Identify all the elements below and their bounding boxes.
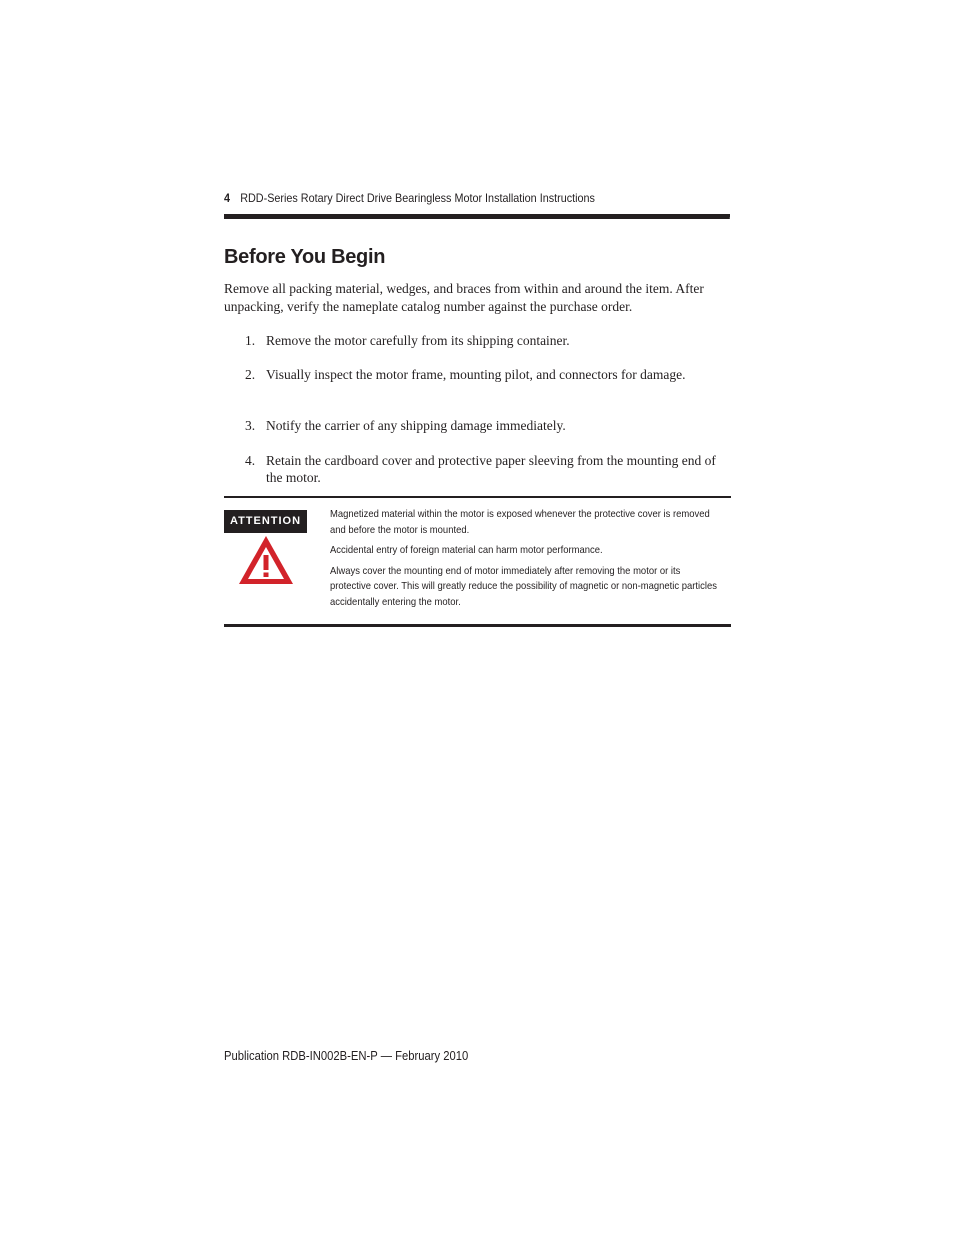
- attention-paragraph: Accidental entry of foreign material can harm motor performance.: [330, 544, 603, 556]
- step-text: Remove the motor carefully from its shipping container.: [266, 333, 570, 348]
- step-text: Notify the carrier of any shipping damage immediately.: [266, 418, 566, 433]
- list-item: [224, 417, 734, 434]
- running-title: RDD-Series Rotary Direct Drive Bearingless Motor Installation Instructions: [240, 191, 595, 205]
- attention-text: [330, 507, 717, 615]
- step-number: 4.: [245, 453, 256, 468]
- attention-label: ATTENTION: [224, 510, 307, 533]
- step-number: 2.: [245, 367, 256, 382]
- attention-box: [224, 496, 731, 627]
- step-number: 1.: [245, 333, 256, 348]
- list-item: [224, 452, 734, 486]
- attention-paragraph: Magnetized material within the motor is exposed whenever the protective cover is removed and before the motor is mounted.: [330, 508, 710, 536]
- step-text: Retain the cardboard cover and protective paper sleeving from the mounting end of the motor.: [266, 453, 716, 485]
- header-rule: [224, 214, 730, 217]
- section-title: Before You Begin: [224, 246, 386, 268]
- list-item: [224, 332, 734, 349]
- page-number: 4: [224, 191, 231, 205]
- list-item: [224, 366, 734, 383]
- step-number: 3.: [245, 418, 256, 433]
- attention-paragraph: Always cover the mounting end of motor immediately after removing the motor or its protective cover. This will greatly reduce the possibility of magnetic or non-magnetic particles accidentally entering the motor.: [330, 564, 717, 608]
- step-text: Visually inspect the motor frame, mounting pilot, and connectors for damage.: [266, 367, 686, 382]
- warning-triangle-icon: [237, 534, 295, 586]
- intro-paragraph: Remove all packing material, wedges, and braces from within and around the item. After unpacking, verify the nameplate catalog number against the purchase order.: [224, 281, 704, 314]
- publication-footer: Publication RDB-IN002B-EN-P — February 2010: [224, 1049, 469, 1063]
